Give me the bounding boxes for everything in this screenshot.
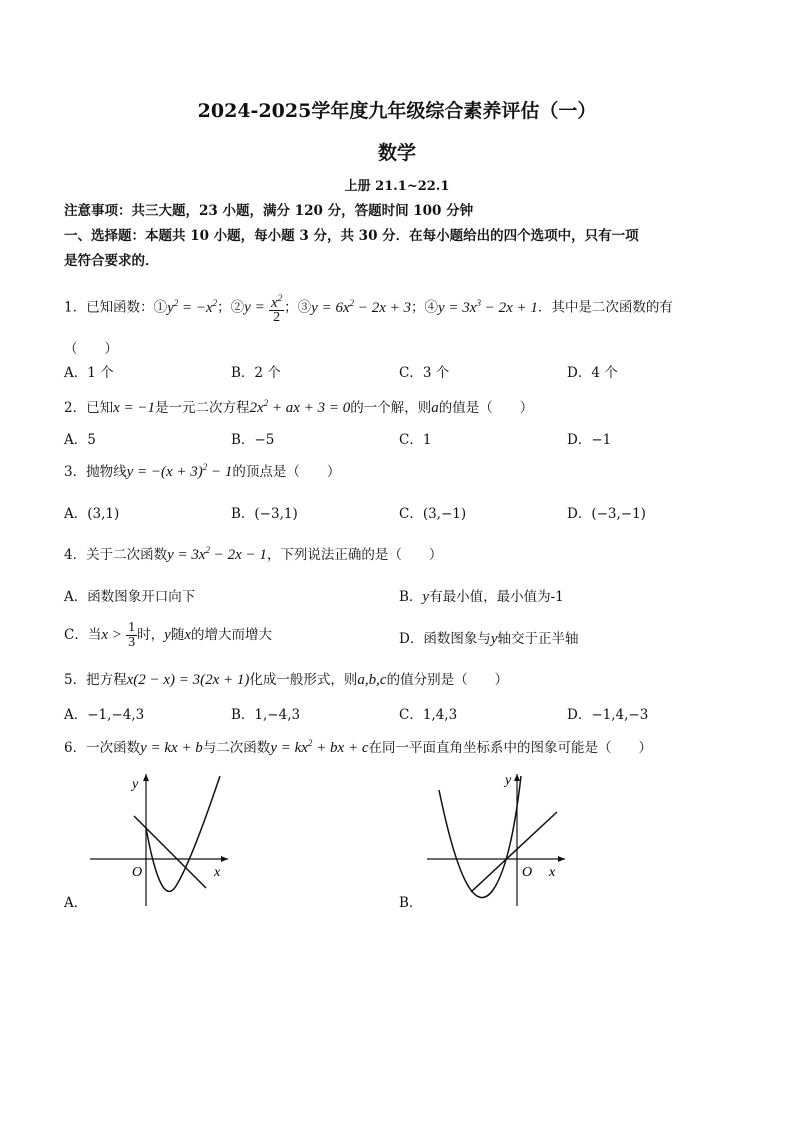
q2-mid: 是一元二次方程 [155,400,250,416]
q1-option-c[interactable]: C．3 个 [399,365,450,381]
q1-function-1: $y^2 = -x^2$ [167,297,218,316]
question-3-stem [64,460,340,481]
graph-b-parabola [439,776,521,898]
q3-suffix: 的顶点是（ ） [232,464,341,480]
q1-function-3: $y = 6x^2 - 2x + 3$ [311,297,412,316]
q6-graph-a [88,768,230,908]
q4-optc-y: y [164,627,171,643]
q3-prefix: 3．抛物线 [64,464,127,480]
graph-a-origin-label: O [132,865,143,880]
q6-suffix: 在同一平面直角坐标系中的图象可能是（ ） [368,740,652,756]
graph-b-x-label: x [549,865,556,880]
q1-suffix: ．其中是二次函数的有 [537,299,673,316]
graph-a-y-label: y [132,777,139,792]
q1-sep-2: ；② [217,299,245,316]
q4-optd-end: 轴交于正半轴 [497,631,579,647]
q3-option-d[interactable]: D．(−3,−1) [567,506,646,522]
graph-a-line [134,816,206,888]
graph-b-x-arrow-icon [558,856,565,862]
q4-optc-numerator: 1 [128,620,136,635]
graph-b-y-arrow-icon [514,774,520,781]
graph-a-y-arrow-icon [143,774,149,781]
q4-optb-var: y [422,589,430,605]
q1-function-4: $y = 3x^3 - 2x + 1$ [438,297,538,316]
q1-fraction-denominator: 2 [273,310,281,325]
q4-option-a[interactable]: A．函数图象开口向下 [64,589,196,605]
q5-option-d[interactable]: D．−1,4,−3 [567,707,649,723]
question-5-stem [64,668,508,689]
q1-option-d[interactable]: D．4 个 [567,365,618,381]
q4-optc-fraction [126,621,137,650]
q5-mid: 化成一般形式，则 [249,672,358,688]
q1-fraction-numerator: $x^2$ [271,293,283,311]
section1-instruction-line2: 是符合要求的． [64,253,159,269]
q3-option-c[interactable]: C．(3,−1) [399,506,467,522]
q6-graph-b [425,768,567,908]
q5-prefix: 5．把方程 [64,672,127,688]
graph-b-y-label: y [505,773,512,788]
q5-vars: a,b,c [357,672,387,688]
q1-function-2-fraction [269,291,284,325]
question-6-stem [64,736,652,757]
q4-equation: $y = 3x^2 - 2x - 1$ [167,545,267,563]
q4-prefix: 4．关于二次函数 [64,547,168,563]
q2-option-d[interactable]: D．−1 [567,432,612,448]
q2-var: a [431,400,439,416]
q4-optb-prefix: B． [399,589,423,605]
section1-instruction-line1: 一、选择题：本题共 10 小题，每小题 3 分，共 30 分．在每小题给出的四个选项中，只有一项 [64,228,639,244]
q4-optb-text: 有最小值，最小值为-1 [429,589,564,605]
q6-quadratic-function: $y = kx^2$ + bx + c [270,738,369,756]
q5-equation: x(2 − x) = 3(2x + 1) [126,672,250,688]
notice-text: 注意事项：共三大题，23 小题，满分 120 分，答题时间 100 分钟 [64,203,474,219]
q1-prefix: 1．已知函数：① [64,299,168,316]
question-1-stem [64,291,673,325]
q1-sep-4: ；④ [411,299,439,316]
q3-equation: $y = -(x + 3)^2 - 1$ [126,462,233,480]
q1-sep-3: ；③ [284,299,312,316]
q2-mid2: 的一个解，则 [350,400,432,416]
subject-title: 数学 [377,142,416,164]
q4-option-b[interactable] [399,585,564,606]
graph-a-parabola [146,776,220,891]
q4-optd-var: y [490,631,498,647]
q4-optc-prefix: C．当 [64,627,102,643]
question-4-stem [64,543,442,564]
question-2-stem [64,396,533,417]
q5-option-a[interactable]: A．−1,−4,3 [64,707,145,723]
q4-option-c[interactable] [64,621,272,650]
q4-optc-mid: 时， [137,627,165,643]
q5-suffix: 的值分别是（ ） [386,672,509,688]
q5-option-c[interactable]: C．1,4,3 [399,707,458,723]
q1-option-a[interactable]: A．1 个 [64,365,114,381]
graph-a-x-arrow-icon [221,856,228,862]
q6-linear-function: y = kx + b [140,740,203,756]
q2-option-c[interactable]: C．1 [399,432,432,448]
q2-suffix: 的值是（ ） [438,400,534,416]
q5-option-b[interactable]: B．1,−4,3 [231,707,301,723]
q2-option-b[interactable]: B．−5 [231,432,275,448]
q3-option-b[interactable]: B．(−3,1) [231,506,298,522]
q1-option-b[interactable]: B．2 个 [231,365,281,381]
graph-b-origin-label: O [522,865,533,880]
q6-option-b[interactable]: B． [399,895,423,911]
q2-prefix: 2．已知 [64,400,114,416]
q1-answer-paren: （ ） [64,341,118,357]
q2-equation: $2x^2$ + ax + 3 = 0 [249,398,351,416]
q4-option-d[interactable] [399,627,579,648]
q4-optc-var: x > [101,627,122,643]
q1-function-2-lhs: y = [244,299,265,316]
q4-suffix: ，下列说法正确的是（ ） [266,547,443,563]
q4-optc-denominator: 3 [128,635,136,650]
scope-subtitle: 上册 21.1~22.1 [344,179,450,194]
q4-optc-mid2: 随 [170,627,185,643]
exam-title: 2024-2025学年度九年级综合素养评估（一） [197,100,597,122]
q4-optd-prefix: D．函数图象与 [399,631,491,647]
q2-condition: x = −1 [113,400,155,416]
q3-option-a[interactable]: A．(3,1) [64,506,120,522]
graph-a-x-label: x [214,865,221,880]
q6-mid: 与二次函数 [202,740,271,756]
q4-optc-end: 的增大而增大 [191,627,273,643]
q2-option-a[interactable]: A．5 [64,432,96,448]
q6-option-a[interactable]: A． [64,895,88,911]
q6-prefix: 6．一次函数 [64,740,141,756]
q4-optc-x: x [184,627,192,643]
